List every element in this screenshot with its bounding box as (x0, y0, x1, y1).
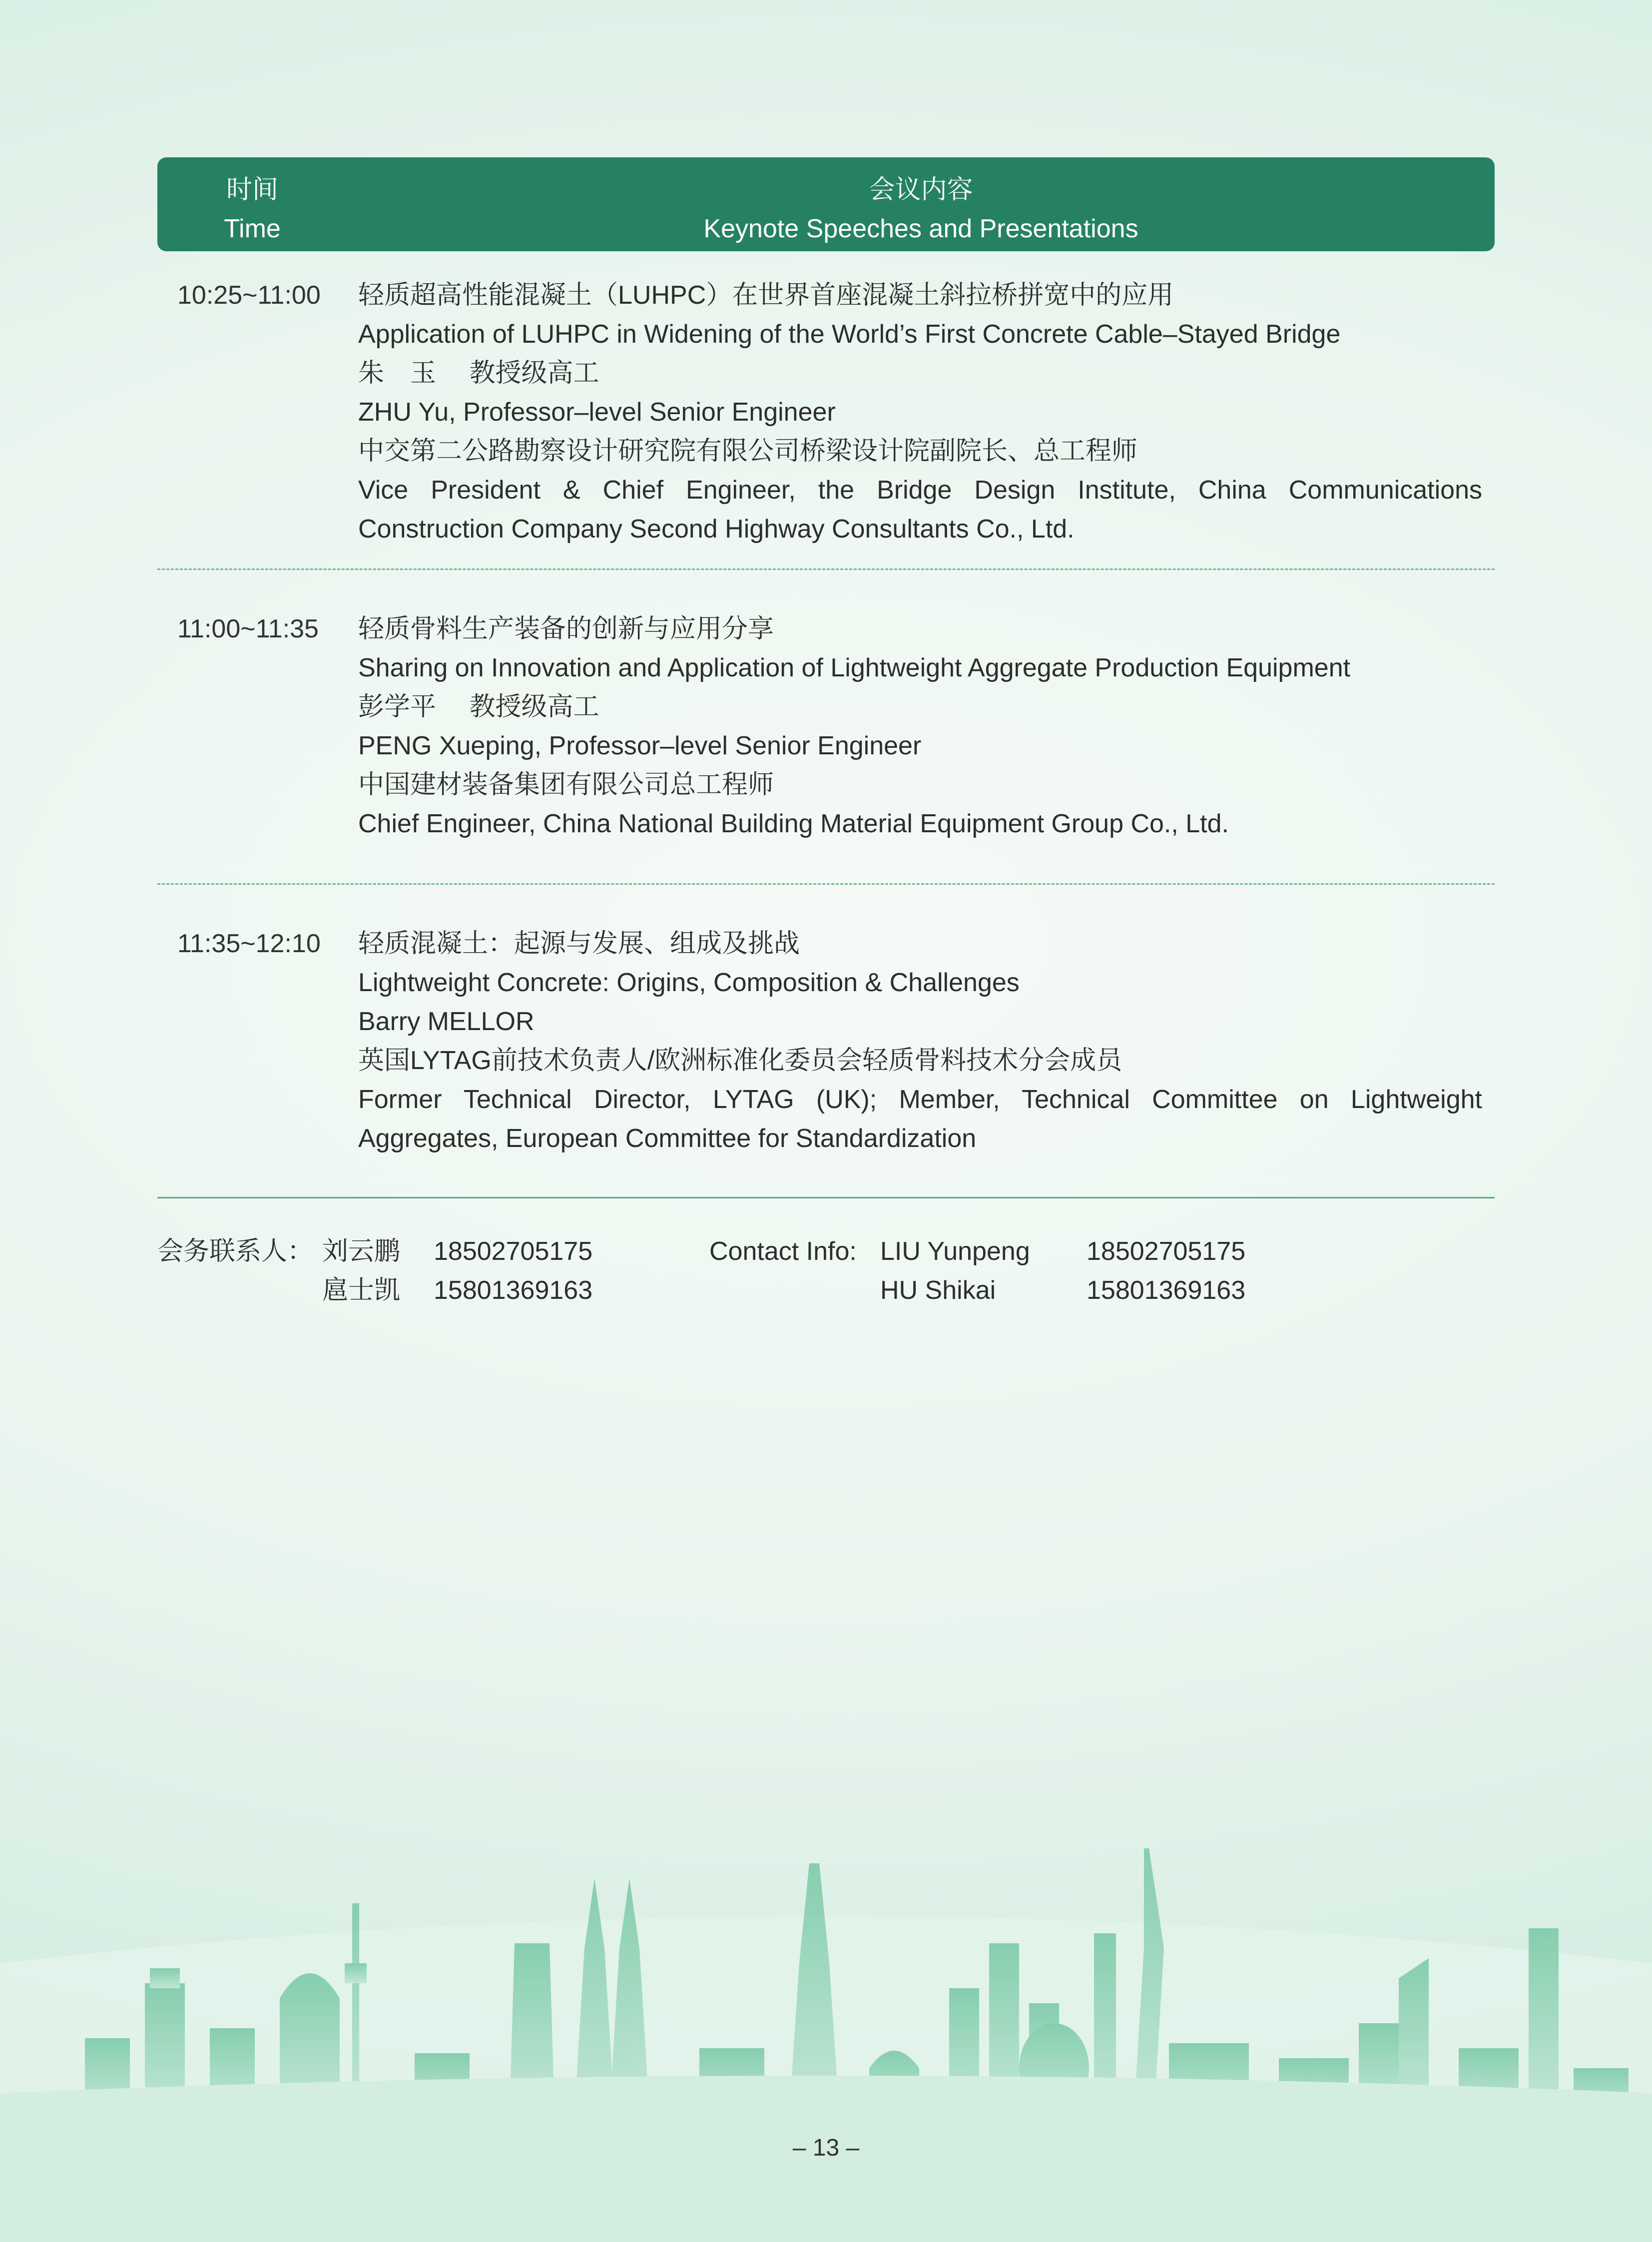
time-header-cn: 时间 (226, 175, 278, 204)
city-skyline-illustration (0, 1798, 1652, 2148)
speaker-en: ZHU Yu, Professor–level Senior Engineer (358, 398, 836, 427)
affiliation-cn: 中交第二公路勘察设计研究院有限公司桥梁设计院副院长、总工程师 (358, 437, 1138, 466)
affiliation-cn: 中国建材装备集团有限公司总工程师 (358, 770, 774, 799)
session-title-cn: 轻质超高性能混凝土（LUHPC）在世界首座混凝土斜拉桥拼宽中的应用 (358, 281, 1174, 310)
session-title-cn: 轻质骨料生产装备的创新与应用分享 (358, 614, 774, 643)
speaker-cn: 彭学平 教授级高工 (358, 692, 599, 721)
affiliation-en-line-1: Vice President & Chief Engineer, the Bridge Design Institute, China Communications (358, 476, 1482, 505)
speaker-cn: 朱 玉 教授级高工 (358, 359, 599, 388)
time-column-header (157, 170, 347, 248)
content-column-header (347, 170, 1495, 248)
affiliation-en-line-1: Chief Engineer, China National Building Material Equipment Group Co., Ltd. (358, 809, 1229, 838)
session-title-en: Lightweight Concrete: Origins, Composition & Challenges (358, 968, 1020, 997)
affiliation-cn: 英国LYTAG前技术负责人/欧洲标准化委员会轻质骨料技术分会成员 (358, 1046, 1122, 1075)
content-header-cn: 会议内容 (869, 175, 973, 204)
affiliation-en-line-1: Former Technical Director, LYTAG (UK); Member, Technical Committee on Lightweight (358, 1085, 1482, 1114)
session-divider (157, 883, 1495, 885)
table-header (157, 157, 1495, 251)
time-header-en: Time (224, 214, 281, 243)
contact-divider (157, 1197, 1495, 1198)
contact-phone: 15801369163 (434, 1276, 593, 1305)
contact-phone: 15801369163 (1087, 1276, 1246, 1305)
contact-phone: 18502705175 (1087, 1237, 1246, 1266)
affiliation-en-line-2: Aggregates, European Committee for Standardization (358, 1124, 977, 1153)
session-time: 10:25~11:00 (177, 281, 321, 310)
contact-name-en: HU Shikai (880, 1276, 996, 1305)
session-body (358, 924, 1482, 1158)
affiliation-en-line-2: Construction Company Second Highway Consultants Co., Ltd. (358, 515, 1075, 544)
page-number: – 13 – (792, 2135, 860, 2161)
content-header-en: Keynote Speeches and Presentations (703, 214, 1138, 243)
contact-label-cn: 会务联系人： (157, 1237, 314, 1266)
session-time: 11:35~12:10 (177, 929, 321, 958)
session-title-cn: 轻质混凝土：起源与发展、组成及挑战 (358, 929, 800, 958)
speaker-en: Barry MELLOR (358, 1007, 535, 1036)
session-title-en: Sharing on Innovation and Application of Lightweight Aggregate Production Equipment (358, 653, 1351, 682)
session-body (358, 276, 1482, 549)
session-time: 11:00~11:35 (177, 614, 319, 643)
session-body (358, 609, 1482, 843)
contact-name-cn: 刘云鹏 (322, 1237, 401, 1266)
session-title-en: Application of LUHPC in Widening of the World’s First Concrete Cable–Stayed Bridge (358, 320, 1341, 349)
speaker-en: PENG Xueping, Professor–level Senior Engineer (358, 731, 922, 760)
contact-phone: 18502705175 (434, 1237, 593, 1266)
session-divider (157, 568, 1495, 570)
contact-label-en: Contact Info: (709, 1237, 857, 1266)
contact-name-en: LIU Yunpeng (880, 1237, 1030, 1266)
contact-name-cn: 扈士凯 (322, 1276, 401, 1305)
